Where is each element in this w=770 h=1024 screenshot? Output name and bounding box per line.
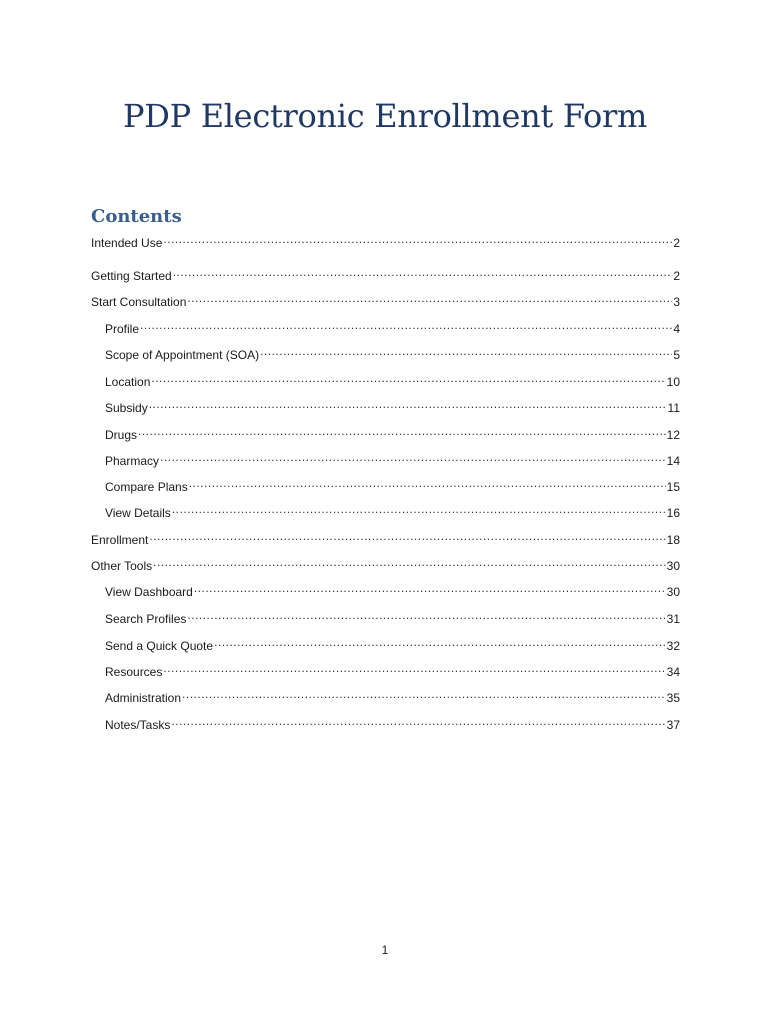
toc-entry-label: Pharmacy — [105, 454, 160, 468]
toc-entry-page: 18 — [666, 533, 680, 547]
toc-entry-label: Other Tools — [91, 559, 153, 573]
contents-heading: Contents — [91, 206, 182, 227]
toc-dot-leader — [149, 396, 667, 412]
toc-dot-leader — [172, 501, 666, 517]
toc-entry-label: Start Consultation — [91, 295, 187, 309]
toc-entry[interactable] — [105, 686, 680, 705]
toc-dot-leader — [187, 607, 665, 623]
toc-entry[interactable] — [91, 528, 680, 547]
toc-dot-leader — [173, 264, 673, 280]
toc-entry-page: 30 — [666, 559, 680, 573]
toc-entry[interactable] — [105, 475, 680, 494]
page-number: 1 — [381, 943, 389, 957]
toc-dot-leader — [153, 554, 665, 570]
toc-entry-label: Profile — [105, 322, 140, 336]
toc-entry-page: 32 — [666, 639, 680, 653]
toc-dot-leader — [149, 528, 665, 544]
toc-entry-label: Administration — [105, 691, 182, 705]
document-title: PDP Electronic Enrollment Form — [123, 97, 647, 135]
toc-entry-label: Intended Use — [91, 236, 163, 250]
toc-entry[interactable] — [105, 370, 680, 389]
toc-entry-label: Subsidy — [105, 401, 148, 415]
toc-entry[interactable] — [91, 231, 680, 250]
toc-entry-label: Getting Started — [91, 269, 172, 283]
toc-entry-page: 30 — [666, 585, 680, 599]
toc-entry[interactable] — [105, 343, 680, 362]
toc-dot-leader — [138, 423, 666, 439]
toc-entry-page: 15 — [666, 480, 680, 494]
toc-entry[interactable] — [105, 449, 680, 468]
toc-dot-leader — [160, 449, 666, 465]
toc-entry[interactable] — [105, 317, 680, 336]
toc-dot-leader — [163, 660, 665, 676]
toc-entry-page: 2 — [673, 269, 680, 283]
toc-dot-leader — [214, 634, 666, 650]
toc-entry-page: 16 — [666, 506, 680, 520]
toc-entry-page: 12 — [666, 428, 680, 442]
toc-entry[interactable] — [105, 634, 680, 653]
toc-dot-leader — [151, 370, 665, 386]
toc-entry-page: 31 — [666, 612, 680, 626]
toc-entry-page: 37 — [666, 718, 680, 732]
toc-entry[interactable] — [105, 607, 680, 626]
toc-dot-leader — [187, 290, 672, 306]
toc-dot-leader — [171, 713, 665, 729]
toc-entry-label: Scope of Appointment (SOA) — [105, 348, 260, 362]
toc-entry-label: Drugs — [105, 428, 138, 442]
toc-entry-page: 34 — [666, 665, 680, 679]
toc-entry-page: 4 — [673, 322, 680, 336]
toc-entry-page: 2 — [673, 236, 680, 250]
toc-entry[interactable] — [91, 554, 680, 573]
toc-dot-leader — [182, 686, 666, 702]
toc-entry-page: 3 — [673, 295, 680, 309]
toc-entry-label: Search Profiles — [105, 612, 187, 626]
toc-entry-page: 10 — [666, 375, 680, 389]
toc-entry[interactable] — [105, 423, 680, 442]
toc-dot-leader — [260, 343, 672, 359]
toc-entry[interactable] — [105, 580, 680, 599]
toc-entry-page: 5 — [673, 348, 680, 362]
toc-entry-page: 35 — [666, 691, 680, 705]
toc-entry-label: Enrollment — [91, 533, 149, 547]
toc-entry-label: Resources — [105, 665, 163, 679]
toc-entry-label: Location — [105, 375, 151, 389]
toc-entry[interactable] — [105, 713, 680, 732]
toc-entry[interactable] — [91, 264, 680, 283]
toc-entry[interactable] — [105, 501, 680, 520]
toc-entry-label: Notes/Tasks — [105, 718, 171, 732]
toc-entry-label: View Details — [105, 506, 171, 520]
toc-entry[interactable] — [91, 290, 680, 309]
toc-dot-leader — [194, 580, 666, 596]
toc-entry-page: 11 — [667, 401, 680, 415]
toc-entry-label: Compare Plans — [105, 480, 188, 494]
toc-entry-page: 14 — [666, 454, 680, 468]
toc-dot-leader — [140, 317, 672, 333]
toc-entry[interactable] — [105, 396, 680, 415]
toc-entry-label: View Dashboard — [105, 585, 193, 599]
toc-entry-label: Send a Quick Quote — [105, 639, 214, 653]
toc-dot-leader — [189, 475, 666, 491]
toc-entry[interactable] — [105, 660, 680, 679]
toc-dot-leader — [163, 231, 672, 247]
